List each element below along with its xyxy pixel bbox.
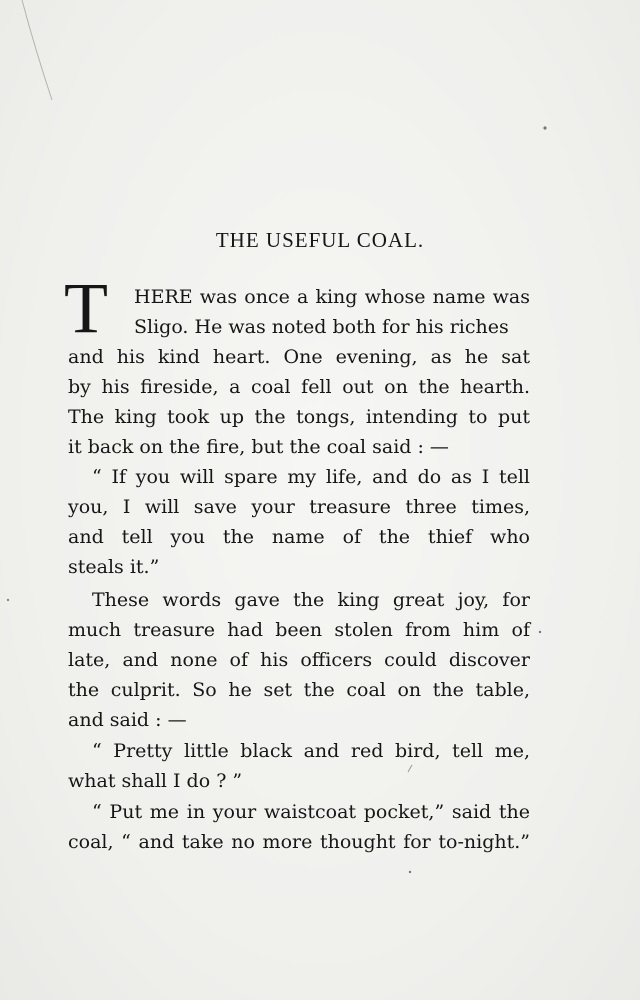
text-line-1: HERE was once a king whose name was: [134, 286, 530, 308]
text-line-8: you, I will save your treasure three times,: [68, 496, 530, 518]
text-line-13: late, and none of his officers could discover: [68, 649, 530, 671]
text-line-12: much treasure had been stolen from him of: [68, 619, 530, 641]
text-line-14: the culprit. So he set the coal on the table,: [68, 679, 530, 701]
text-line-4: by his fireside, a coal fell out on the hearth.: [68, 376, 530, 398]
text-line-10: steals it.”: [68, 556, 160, 578]
text-line-5: The king took up the tongs, intending to put: [68, 406, 530, 428]
text-line-19: coal, “ and take no more thought for to-night.”: [68, 831, 530, 853]
text-line-6: it back on the fire, but the coal said : —: [68, 436, 449, 458]
text-line-15: and said : —: [68, 709, 187, 731]
drop-cap-letter: T: [64, 277, 108, 339]
text-line-17: what shall I do ? ”: [68, 770, 243, 792]
text-line-2: Sligo. He was noted both for his riches: [134, 316, 509, 338]
text-line-18: “ Put me in your waistcoat pocket,” said the: [92, 801, 530, 823]
chapter-title: THE USEFUL COAL.: [215, 228, 425, 252]
text-line-11: These words gave the king great joy, for: [92, 589, 530, 611]
text-line-16: “ Pretty little black and red bird, tell me,: [92, 740, 530, 762]
text-line-3: and his kind heart. One evening, as he sat: [68, 346, 530, 368]
text-line-9: and tell you the name of the thief who: [68, 526, 530, 548]
text-line-7: “ If you will spare my life, and do as I tell: [92, 466, 530, 488]
